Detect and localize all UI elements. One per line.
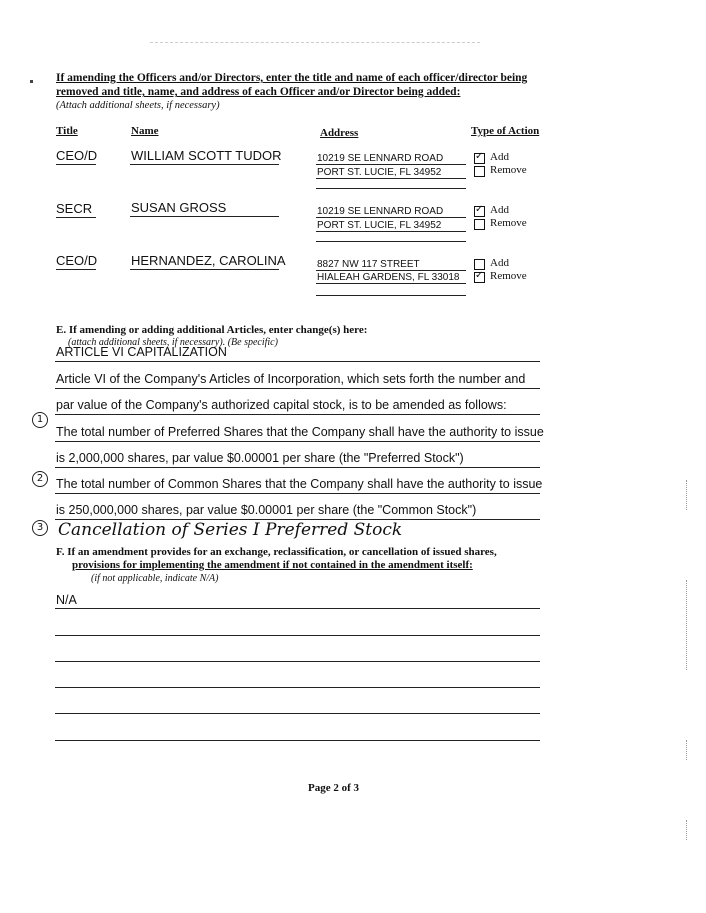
officer-address1: 10219 SE LENNARD ROAD: [317, 153, 444, 164]
remove-label: Remove: [490, 217, 527, 229]
remove-label: Remove: [490, 270, 527, 282]
officers-heading-line2: removed and title, name, and address of each Officer and/or Director being added:: [56, 86, 461, 98]
article-line: The total number of Preferred Shares that the Company shall have the authority to issue: [56, 425, 544, 439]
scan-artifact: [686, 580, 687, 670]
remove-checkbox[interactable]: [474, 166, 485, 177]
scan-artifact: [686, 480, 687, 510]
article-line: The total number of Common Shares that the Company shall have the authority to issue: [56, 477, 543, 491]
article-line: is 250,000,000 shares, par value $0.00001 per share (the "Common Stock"): [56, 503, 477, 517]
article-line: par value of the Company's authorized capital stock, is to be amended as follows:: [56, 398, 507, 412]
officer-address1: 10219 SE LENNARD ROAD: [317, 206, 444, 217]
article-line: is 2,000,000 shares, par value $0.00001 per share (the "Preferred Stock"): [56, 451, 464, 465]
add-label: Add: [490, 257, 509, 269]
remove-checkbox[interactable]: [474, 219, 485, 230]
officer-title: CEO/D: [56, 148, 98, 163]
remove-checkbox[interactable]: [474, 272, 485, 283]
officers-note: (Attach additional sheets, if necessary): [56, 100, 220, 111]
add-label: Add: [490, 151, 509, 163]
officer-name: HERNANDEZ, CAROLINA: [131, 253, 286, 268]
articles-note: (attach additional sheets, if necessary). (Be specific): [68, 337, 278, 348]
exchange-heading-line1: F. If an amendment provides for an exchange, reclassification, or cancellation of issued shares,: [56, 546, 497, 558]
add-label: Add: [490, 204, 509, 216]
column-action: Type of Action: [471, 125, 540, 137]
officer-address2: PORT ST. LUCIE, FL 34952: [317, 167, 442, 178]
add-checkbox[interactable]: [474, 259, 485, 270]
officer-address1: 8827 NW 117 STREET: [317, 259, 420, 270]
exchange-note: (if not applicable, indicate N/A): [91, 573, 219, 584]
margin-mark-1: 1: [32, 412, 48, 428]
officers-heading-line1: If amending the Officers and/or Directors, enter the title and name of each officer/director being: [56, 72, 528, 84]
officer-title: SECR: [56, 201, 93, 216]
add-checkbox[interactable]: [474, 153, 485, 164]
scan-artifact: [150, 42, 480, 43]
scan-dot: [30, 80, 33, 83]
column-title: Title: [56, 125, 78, 137]
exchange-value: N/A: [56, 593, 77, 607]
officer-address2: PORT ST. LUCIE, FL 34952: [317, 220, 442, 231]
article-line: Article VI of the Company's Articles of Incorporation, which sets forth the number and: [56, 372, 526, 386]
remove-label: Remove: [490, 164, 527, 176]
scan-artifact: [686, 740, 687, 760]
page-number: Page 2 of 3: [308, 782, 360, 794]
column-name: Name: [131, 125, 159, 137]
scan-artifact: [686, 820, 687, 840]
margin-mark-3: 3: [32, 520, 48, 536]
officer-name: SUSAN GROSS: [131, 200, 227, 215]
article-line: ARTICLE VI CAPITALIZATION: [56, 345, 227, 359]
officer-name: WILLIAM SCOTT TUDOR: [131, 148, 282, 163]
exchange-heading-line2: provisions for implementing the amendment if not contained in the amendment itself:: [72, 559, 473, 571]
articles-heading: E. If amending or adding additional Articles, enter change(s) here:: [56, 324, 368, 336]
handwritten-note: Cancellation of Series I Preferred Stock: [58, 520, 403, 540]
margin-mark-2: 2: [32, 471, 48, 487]
add-checkbox[interactable]: [474, 206, 485, 217]
officer-title: CEO/D: [56, 253, 98, 268]
officer-address2: HIALEAH GARDENS, FL 33018: [317, 272, 460, 283]
column-address: Address: [320, 127, 359, 139]
